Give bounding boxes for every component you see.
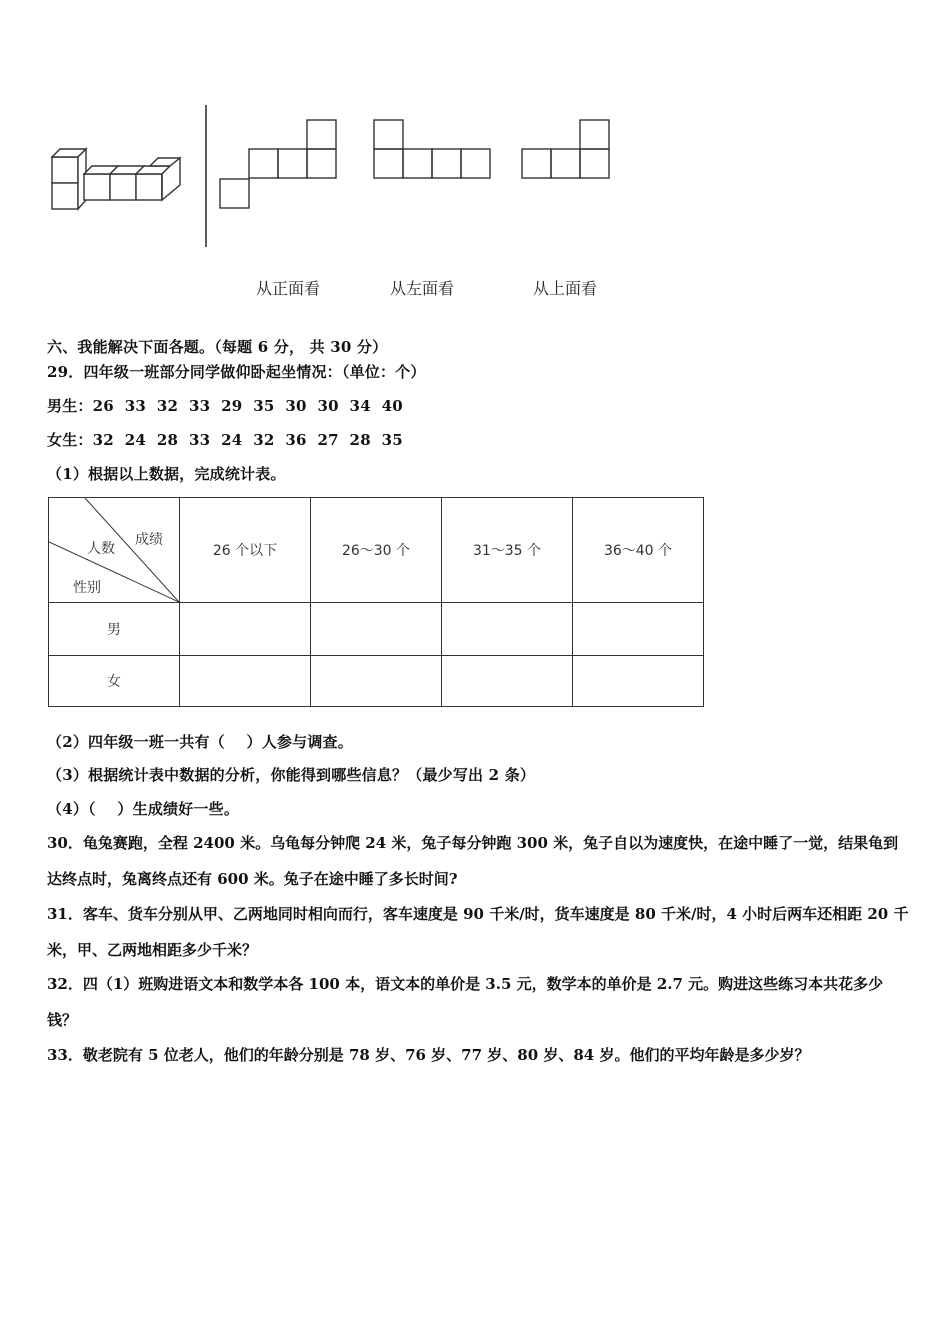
front-view-grid [220,120,336,208]
cube-solid-figure [52,149,180,209]
question-31: 31．客车、货车分别从甲、乙两地同时相向而行，客车速度是 90 千米/时，货车速度是 80 千米/时，4 小时后两车还相距 20 千米，甲、乙两地相距多少千米？ [47,905,909,959]
question-32: 32．四（1）班购进语文本和数学本各 100 本，语文本的单价是 3.5 元，数学本的单价是 2.7 元。购进这些练习本共花多少钱？ [47,975,884,1029]
statistics-table [48,497,704,707]
question-30: 30．龟兔赛跑，全程 2400 米。乌龟每分钟爬 24 米，兔子每分钟跑 300 米，兔子自以为速度快，在途中睡了一觉，结果龟到达终点时，兔离终点还有 600 米。兔子在途中睡了多长时间? [47,834,899,888]
girls-data [47,429,403,450]
left-view-grid [374,120,490,178]
table-row [49,656,704,707]
row-label-male: 男 [49,603,180,656]
answer-cell[interactable] [180,656,311,707]
header-cell: 31～35 个 [442,498,573,603]
header-cell: 36～40 个 [573,498,704,603]
cube-views-figure [40,100,640,250]
part-4: （4）（ ）生成绩好一些。 [47,800,240,818]
answer-cell[interactable] [442,656,573,707]
answer-cell[interactable] [180,603,311,656]
boys-values: 26 33 32 33 29 35 30 30 34 40 [92,397,403,415]
table-row [49,603,704,656]
row-label-female: 女 [49,656,180,707]
question-33: 33．敬老院有 5 位老人，他们的年龄分别是 78 岁、76 岁、77 岁、80 岁、84 岁。他们的平均年龄是多少岁？ [47,1046,810,1064]
table-corner-cell [49,498,180,603]
girls-values: 32 24 28 33 24 32 36 27 28 35 [92,431,403,449]
answer-cell[interactable] [573,656,704,707]
part-1: （1）根据以上数据，完成统计表。 [47,465,286,483]
part-3: （3）根据统计表中数据的分析，你能得到哪些信息？（最少写出 2 条） [47,766,536,784]
question-29-stem: 29．四年级一班部分同学做仰卧起坐情况：（单位：个） [47,363,426,381]
answer-cell[interactable] [311,603,442,656]
answer-cell[interactable] [442,603,573,656]
part-2: （2）四年级一班一共有（ ）人参与调查。 [47,733,353,751]
girls-label: 女生： [47,431,93,449]
section-heading: 六、我能解决下面各题。（每题 6 分， 共 30 分） [47,338,388,356]
front-view-label: 从正面看 [256,279,321,298]
boys-data [47,395,403,416]
top-view-grid [522,120,609,178]
header-cell: 26～30 个 [311,498,442,603]
answer-cell[interactable] [311,656,442,707]
header-cell: 26 个以下 [180,498,311,603]
top-view-label: 从上面看 [533,279,598,298]
boys-label: 男生： [47,397,93,415]
corner-score-label: 成绩 [135,532,163,548]
corner-gender-label: 性别 [73,580,101,596]
left-view-label: 从左面看 [390,279,455,298]
answer-cell[interactable] [573,603,704,656]
corner-count-label: 人数 [87,541,115,557]
